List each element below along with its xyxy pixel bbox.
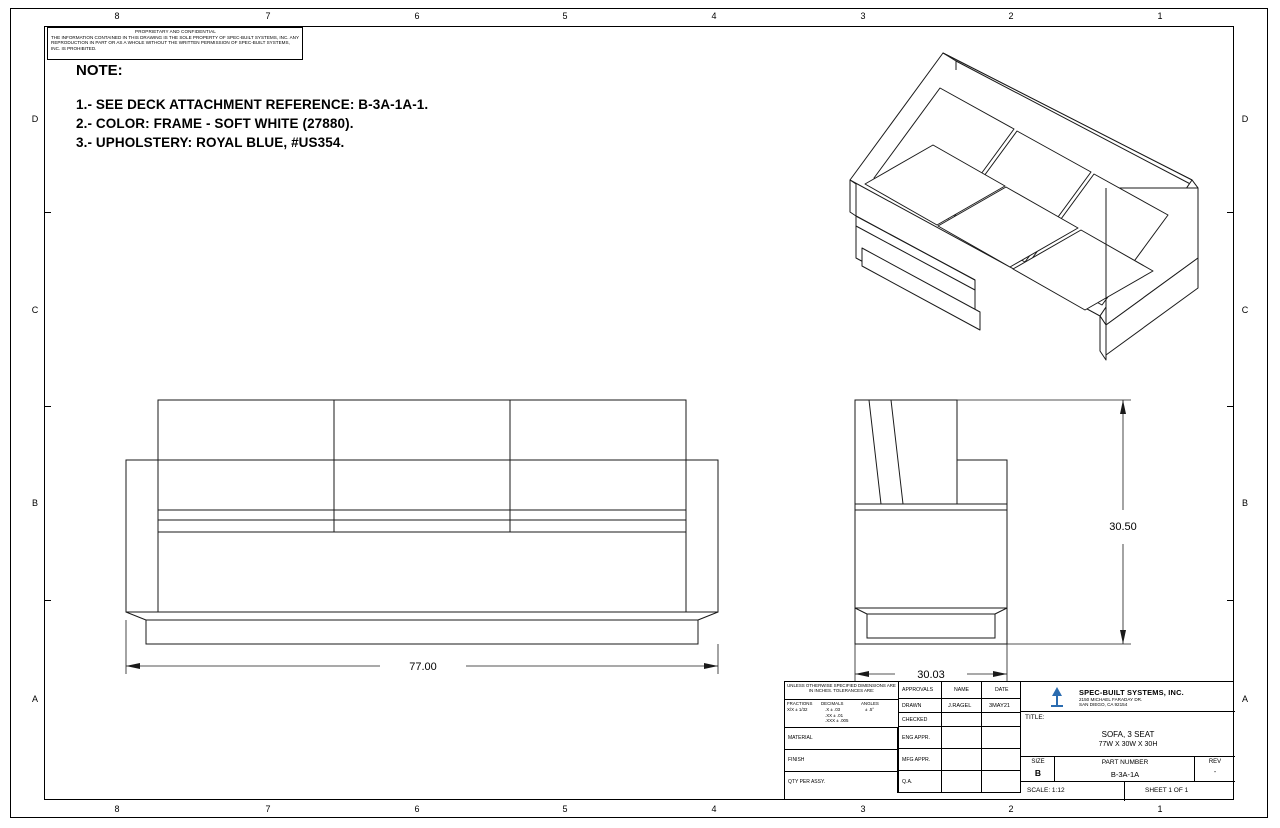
material-label: MATERIAL (788, 735, 813, 741)
zone-label-bottom: 5 (562, 804, 568, 814)
finish-label: FINISH (788, 757, 805, 763)
notes-heading: NOTE: (76, 62, 123, 79)
zone-label-bottom: 1 (1157, 804, 1163, 814)
zone-label-right: C (1241, 305, 1249, 315)
drawn-label: DRAWN (902, 703, 922, 709)
rev-field (1195, 757, 1235, 782)
fractions-value: X/X ± 1/32 (787, 707, 808, 712)
side-depth-dimension: 30.03 (917, 669, 945, 681)
scale-value: SCALE: 1:12 (1027, 787, 1065, 794)
zone-label-bottom: 7 (265, 804, 271, 814)
zone-label-top: 4 (711, 11, 717, 21)
frame-tick (1227, 600, 1234, 601)
zone-label-bottom: 6 (414, 804, 420, 814)
qa-label: Q.A. (902, 779, 913, 785)
zone-label-top: 2 (1008, 11, 1014, 21)
zone-label-top: 1 (1157, 11, 1163, 21)
approvals-header (898, 682, 941, 699)
decimals-value: .XXX ± .005 (825, 718, 849, 723)
approval-row-name (941, 771, 981, 793)
approval-row-label (898, 771, 941, 793)
side-view (845, 392, 1155, 692)
part-number-value: B-3A-1A (1110, 770, 1140, 779)
frame-tick (1227, 212, 1234, 213)
approval-row-label (898, 713, 941, 727)
zone-label-left: B (31, 498, 38, 508)
checked-label: CHECKED (902, 717, 928, 723)
zone-label-left: C (31, 305, 39, 315)
name-label: NAME (954, 687, 969, 693)
company-address-line2: SAN DIEGO, CA 92154 (1079, 702, 1128, 707)
approval-row-label (898, 727, 941, 749)
company-logo-icon (1047, 686, 1067, 708)
name-header (941, 682, 981, 699)
title-block (784, 681, 1234, 800)
material-row (785, 727, 898, 749)
frame-tick (44, 406, 51, 407)
approval-row-name (941, 727, 981, 749)
zone-label-top: 7 (265, 11, 271, 21)
note-line: 2.- COLOR: FRAME - SOFT WHITE (27880). (76, 116, 354, 131)
approval-row-label (898, 699, 941, 713)
approval-row-name (941, 749, 981, 771)
side-height-dimension: 30.50 (1109, 521, 1137, 533)
zone-label-bottom: 4 (711, 804, 717, 814)
qty-row (785, 771, 898, 793)
decimals-label: DECIMALS (821, 701, 844, 706)
frame-tick (44, 212, 51, 213)
approval-row-date (981, 727, 1021, 749)
size-field (1021, 757, 1055, 782)
proprietary-note-block (47, 27, 303, 60)
zone-label-top: 5 (562, 11, 568, 21)
sheet-value: SHEET 1 OF 1 (1145, 787, 1189, 794)
approval-row-date (981, 771, 1021, 793)
note-line: 1.- SEE DECK ATTACHMENT REFERENCE: B-3A-1A-1. (76, 97, 429, 112)
approval-row-date (981, 749, 1021, 771)
tolerance-note (785, 682, 898, 699)
zone-label-top: 3 (860, 11, 866, 21)
frame-tick (1227, 406, 1234, 407)
part-number-label: PART NUMBER (1101, 759, 1149, 766)
sheet-field (1125, 782, 1235, 801)
title-label: TITLE: (1025, 714, 1045, 721)
zone-label-bottom: 2 (1008, 804, 1014, 814)
company-block (1021, 682, 1235, 712)
title-value: SOFA, 3 SEAT (1101, 730, 1155, 739)
size-label: SIZE (1031, 759, 1045, 765)
mfg-appr-label: MFG APPR. (902, 757, 931, 763)
front-view (118, 392, 738, 692)
approval-row-date (981, 699, 1021, 713)
scale-field (1021, 782, 1125, 801)
zone-label-right: B (1241, 498, 1248, 508)
approval-row-date (981, 713, 1021, 727)
isometric-view (820, 30, 1220, 360)
tolerance-note-text: UNLESS OTHERWISE SPECIFIED DIMENSIONS ARE IN INCHES. TOLERANCES ARE: (787, 683, 896, 694)
zone-label-top: 8 (114, 11, 120, 21)
zone-label-left: D (31, 114, 39, 124)
zone-label-left: A (31, 694, 38, 704)
zone-label-bottom: 3 (860, 804, 866, 814)
part-number-field (1055, 757, 1195, 782)
zone-label-right: A (1241, 694, 1248, 704)
fractions-label: FRACTIONS (787, 701, 813, 706)
qty-label: QTY PER ASSY. (788, 779, 826, 785)
zone-label-bottom: 8 (114, 804, 120, 814)
drawn-name: J.RAGEL (948, 703, 972, 709)
date-header (981, 682, 1021, 699)
notes-block (76, 62, 596, 152)
rev-label: REV (1208, 759, 1222, 765)
eng-appr-label: ENG APPR. (902, 735, 930, 741)
decimals-value: .XX ± .01 (825, 712, 844, 718)
front-width-dimension: 77.00 (409, 661, 437, 673)
drawn-date: 3MAY21 (989, 703, 1011, 709)
note-line: 3.- UPHOLSTERY: ROYAL BLUE, #US354. (76, 135, 345, 150)
tolerance-columns (785, 699, 898, 727)
approval-row-name (941, 699, 981, 713)
approvals-label: APPROVALS (902, 687, 934, 693)
zone-label-top: 6 (414, 11, 420, 21)
size-value: B (1034, 768, 1042, 778)
finish-row (785, 749, 898, 771)
company-address-line1: 2150 MICHAEL FARADAY DR. (1079, 697, 1143, 702)
rev-value: - (1213, 769, 1217, 776)
company-name: SPEC-BUILT SYSTEMS, INC. (1079, 688, 1184, 697)
zone-label-right: D (1241, 114, 1249, 124)
frame-tick (44, 600, 51, 601)
angles-label: ANGLES (861, 701, 879, 706)
title-subtitle: 77W X 30W X 30H (1098, 741, 1158, 748)
proprietary-title: PROPRIETARY AND CONFIDENTIAL (135, 29, 216, 34)
proprietary-body: THE INFORMATION CONTAINED IN THIS DRAWING IS THE SOLE PROPERTY OF SPEC-BUILT SYSTEMS, INC. ANY REPRODUCTION IN PART OR AS A WHOLE WITHOUT THE WRITTEN PERMISSION OF SPEC-BUILT SYSTEMS, INC. IS PROHIBITED. (51, 35, 299, 51)
approval-row-name (941, 713, 981, 727)
date-label: DATE (995, 687, 1009, 693)
decimals-value: .X ± .03 (825, 707, 841, 712)
approval-row-label (898, 749, 941, 771)
angles-value: ± .5° (865, 707, 875, 712)
title-field (1021, 712, 1235, 757)
